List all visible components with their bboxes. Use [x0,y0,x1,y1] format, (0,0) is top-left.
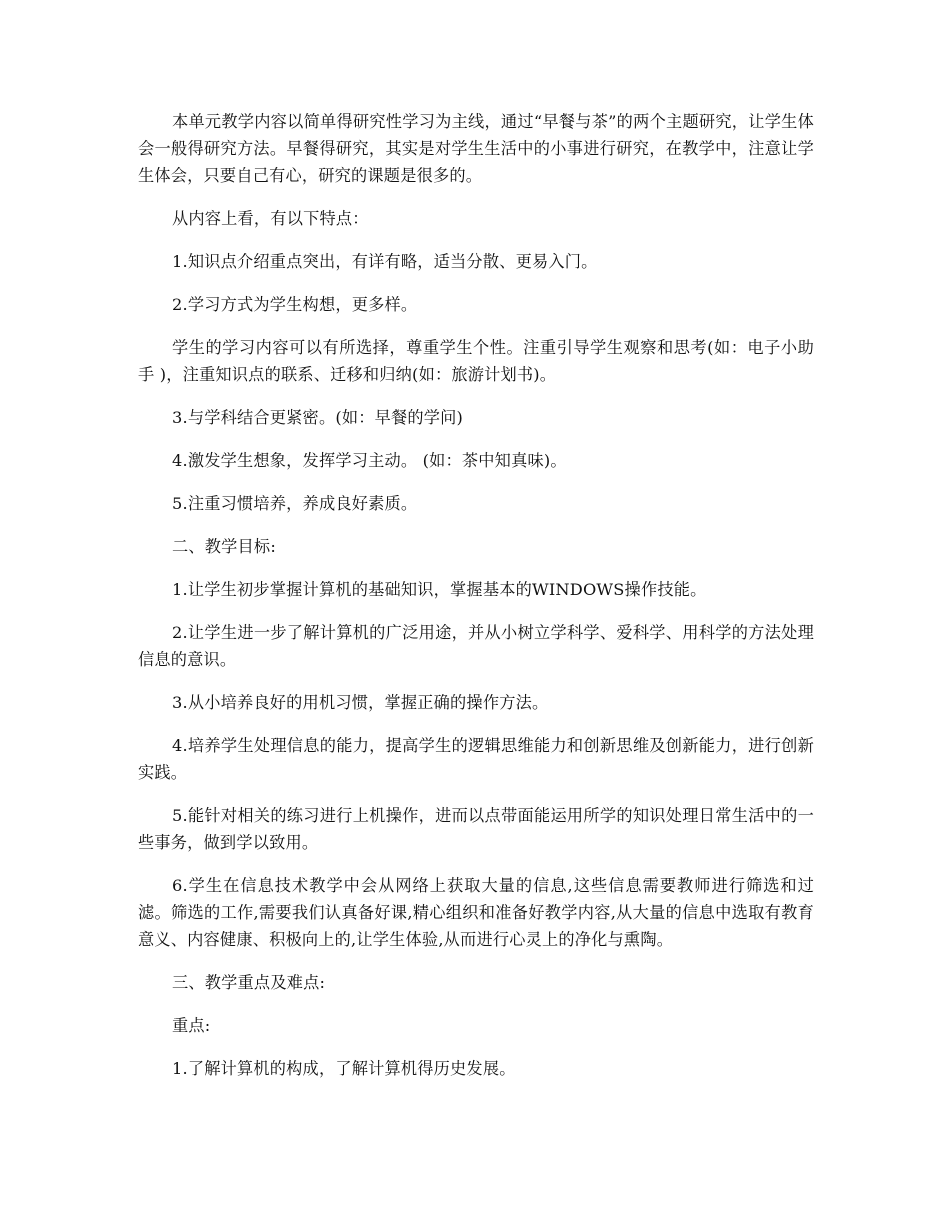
paragraph-goal-5: 5.能针对相关的练习进行上机操作，进而以点带面能运用所学的知识处理日常生活中的一些事务，做到学以致用。 [138,806,814,852]
paragraph-intro: 本单元教学内容以简单得研究性学习为主线，通过“早餐与茶”的两个主题研究，让学生体会一般得研究方法。早餐得研究，其实是对学生生活中的小事进行研究，在教学中，注意让学生体会，只要自己有心，研究的课题是很多的。 [138,112,814,185]
paragraph-goal-1: 1.让学生初步掌握计算机的基础知识，掌握基本的WINDOWS操作技能。 [172,580,707,599]
paragraph-goal-3: 3.从小培养良好的用机习惯，掌握正确的操作方法。 [172,693,549,712]
paragraph-feature-2-detail: 学生的学习内容可以有所选择，尊重学生个性。注重引导学生观察和思考(如：电子小助手 )，注重知识点的联系、迁移和归纳(如：旅游计划书)。 [138,338,814,384]
paragraph-key-1: 1.了解计算机的构成，了解计算机得历史发展。 [172,1059,516,1078]
paragraph-goal-6: 6.学生在信息技术教学中会从网络上获取大量的信息,这些信息需要教师进行筛选和过滤。筛选的工作,需要我们认真备好课,精心组织和准备好教学内容,从大量的信息中选取有教育意义、内容健康、积极向上的,让学生体验,从而进行心灵上的净化与熏陶。 [138,876,814,949]
paragraph-features-heading: 从内容上看，有以下特点： [172,209,369,228]
document-body [138,108,814,1098]
paragraph-feature-2: 2.学习方式为学生构想，更多样。 [172,295,418,314]
section-heading-key-points: 三、教学重点及难点: [172,973,326,992]
paragraph-feature-1: 1.知识点介绍重点突出，有详有略，适当分散、更易入门。 [172,252,598,271]
paragraph-feature-4: 4.激发学生想象，发挥学习主动。 (如：茶中知真味)。 [172,451,567,470]
section-heading-goals: 二、教学目标: [172,537,276,556]
paragraph-goal-2: 2.让学生进一步了解计算机的广泛用途，并从小树立学科学、爱科学、用科学的方法处理信息的意识。 [138,623,814,669]
paragraph-feature-5: 5.注重习惯培养，养成良好素质。 [172,494,418,513]
paragraph-key-label: 重点: [172,1016,211,1035]
paragraph-feature-3: 3.与学科结合更紧密。(如：早餐的学问) [172,408,464,427]
paragraph-goal-4: 4.培养学生处理信息的能力，提高学生的逻辑思维能力和创新思维及创新能力，进行创新实践。 [138,736,814,782]
